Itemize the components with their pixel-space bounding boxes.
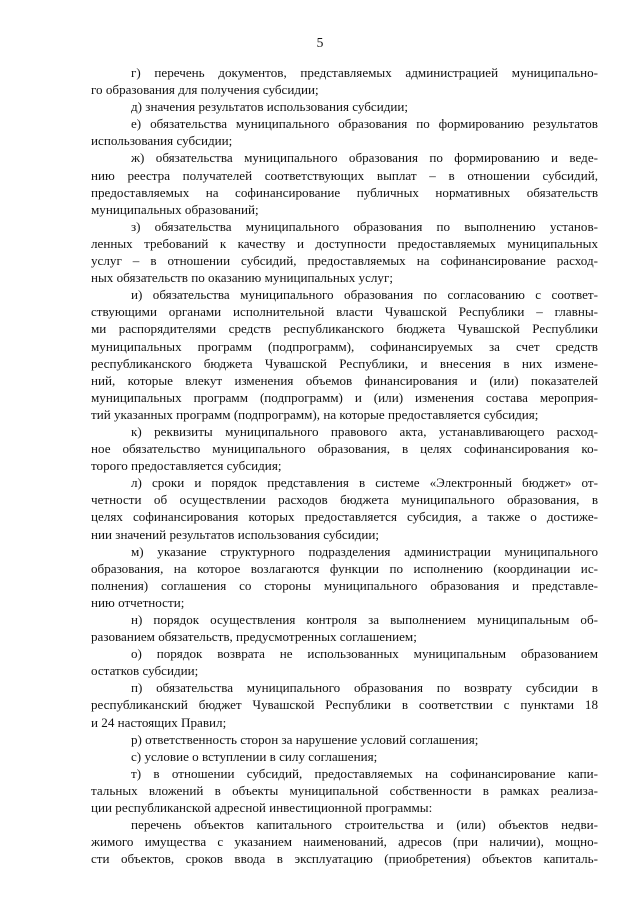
text-line: жимого имущества с указанием наименований, адресов (при наличии), мощно- [91, 834, 598, 850]
text-line: с) условие о вступлении в силу соглашения; [131, 748, 378, 764]
text-line: сти объектов, сроков ввода в эксплуатацию (приобретения) объектов капиталь- [91, 851, 598, 867]
text-line: ми распорядителями средств республиканского бюджета Чувашской Республики [91, 321, 598, 337]
paragraph-z [91, 218, 598, 286]
paragraph-m [91, 543, 598, 611]
text-line: разованием обязательств, предусмотренных соглашением; [91, 629, 417, 645]
paragraph-g [91, 64, 598, 98]
text-line: и 24 настоящих Правил; [91, 714, 227, 730]
text-line: тий указанных программ (подпрограмм), на которые предоставляется субсидия; [91, 406, 539, 422]
text-line: предоставляемых на софинансирование публичных нормативных обязательств [91, 184, 598, 200]
text-line: д) значения результатов использования субсидии; [131, 99, 409, 115]
paragraph-e [91, 115, 598, 149]
text-line: полнения) соглашения со стороны муниципального образования и представле- [91, 577, 598, 593]
text-line: л) сроки и порядок представления в системе «Электронный бюджет» от- [131, 475, 598, 491]
text-line: нию отчетности; [91, 594, 185, 610]
text-line: о) порядок возврата не использованных муниципальным образованием [131, 646, 598, 662]
text-line: ных обязательств по оказанию муниципальных услуг; [91, 270, 393, 286]
text-line: четности об осуществлении расходов бюджета муниципального образования, в [91, 492, 598, 508]
text-line: перечень объектов капитального строительства и (или) объектов недви- [131, 817, 598, 833]
text-line: з) обязательства муниципального образования по выполнению установ- [131, 218, 598, 234]
text-line: п) обязательства муниципального образования по возврату субсидии в [131, 680, 598, 696]
text-line: услуг – в отношении субсидий, предоставляемых на софинансирование расход- [91, 253, 598, 269]
text-line: ж) обязательства муниципального образования по формированию и веде- [131, 150, 598, 166]
text-line: к) реквизиты муниципального правового акта, устанавливающего расход- [131, 423, 598, 439]
paragraph-r [91, 731, 598, 748]
text-line: ное обязательство муниципального образования, в целях софинансирования ко- [91, 441, 598, 457]
paragraph-o [91, 645, 598, 679]
paragraph-t [91, 765, 598, 816]
document-body [91, 64, 598, 867]
text-line: торого предоставляется субсидия; [91, 458, 282, 474]
text-line: использования субсидии; [91, 133, 233, 149]
text-line: республиканский бюджет Чувашской Республики в соответствии с пунктами 18 [91, 697, 598, 713]
text-line: республиканского бюджета Чувашской Республики, и внесения в них измене- [91, 355, 598, 371]
paragraph-i [91, 286, 598, 423]
text-line: м) указание структурного подразделения администрации муниципального [131, 543, 598, 559]
text-line: тальных вложений в объекты муниципальной собственности в рамках реализа- [91, 782, 598, 798]
text-line: муниципальных программ (подпрограмм) и (или) изменения состава мероприя- [91, 389, 598, 405]
paragraph-l [91, 474, 598, 542]
paragraph-s [91, 748, 598, 765]
paragraph-d [91, 98, 598, 115]
text-line: целях софинансирования которых предоставляется субсидия, а также о достиже- [91, 509, 598, 525]
text-line: остатков субсидии; [91, 663, 199, 679]
text-line: муниципальных программ (подпрограмм), софинансируемых за счет средств [91, 338, 598, 354]
text-line: образования, на которое возлагаются функции по исполнению (координации ис- [91, 560, 598, 576]
text-line: нию реестра получателей соответствующих выплат – в отношении субсидий, [91, 167, 598, 183]
text-line: муниципальных образований; [91, 201, 259, 217]
text-line: р) ответственность сторон за нарушение условий соглашения; [131, 731, 479, 747]
text-line: ции республиканской адресной инвестиционной программы: [91, 800, 433, 816]
page-number: 5 [316, 35, 324, 50]
text-line: е) обязательства муниципального образования по формированию результатов [131, 116, 598, 132]
paragraph-perechen [91, 816, 598, 867]
paragraph-p [91, 679, 598, 730]
paragraph-k [91, 423, 598, 474]
paragraph-n [91, 611, 598, 645]
text-line: нии значений результатов использования субсидии; [91, 526, 380, 542]
text-line: г) перечень документов, представляемых администрацией муниципально- [131, 65, 598, 80]
text-line: н) порядок осуществления контроля за выполнением муниципальным об- [131, 612, 598, 627]
text-line: ленных требований к качеству и доступности предоставляемых муниципальных [91, 235, 598, 251]
text-line: и) обязательства муниципального образования по согласованию с соответ- [131, 287, 598, 303]
text-line: го образования для получения субсидии; [91, 82, 319, 98]
text-line: ний, которые влекут изменения объемов финансирования и (или) показателей [91, 372, 598, 388]
paragraph-zh [91, 149, 598, 217]
text-line: т) в отношении субсидий, предоставляемых на софинансирование капи- [131, 765, 598, 781]
text-line: ствующими органами исполнительной власти Чувашской Республики – главны- [91, 304, 598, 320]
